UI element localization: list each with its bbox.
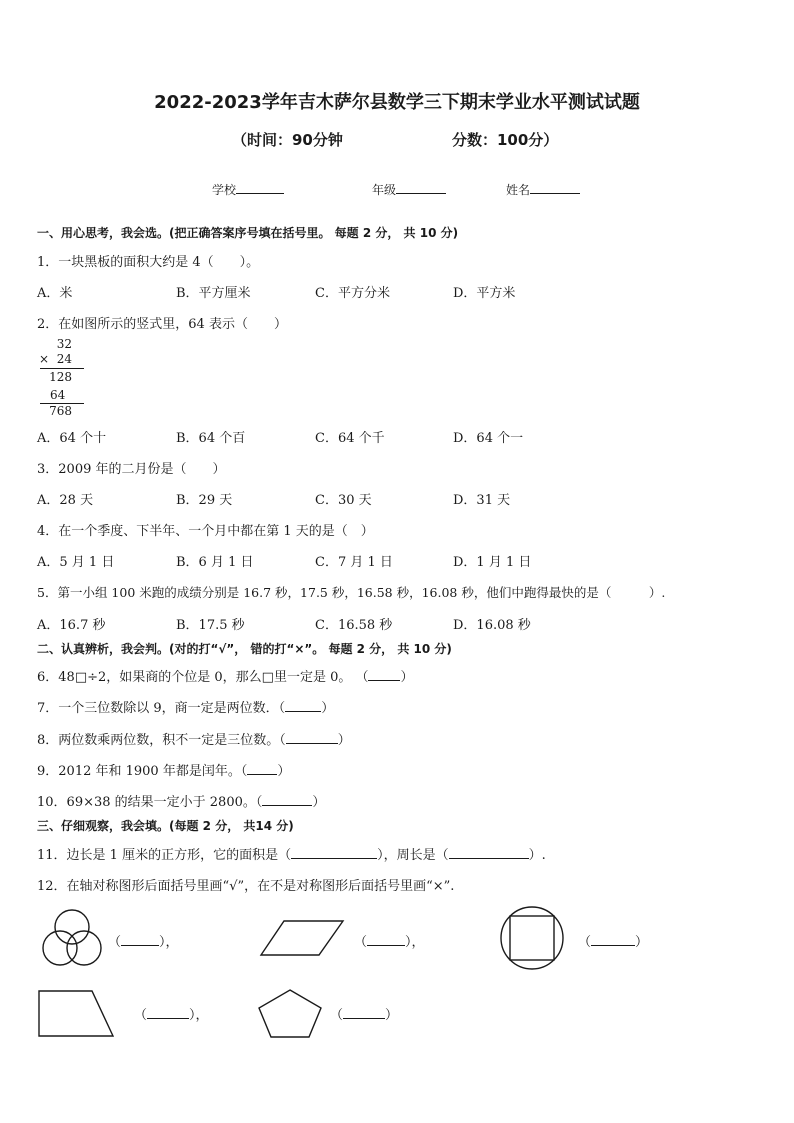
pentagon-icon <box>258 989 322 1039</box>
school-label: 学校 <box>212 183 237 197</box>
section-2-heading: 二、认真辨析，我会判。(对的打“√”， 错的打“×”。 每题 2 分， 共 10 分) <box>37 642 452 656</box>
school-field <box>212 181 284 198</box>
question-9-end: ） <box>277 764 291 779</box>
question-12: 12．在轴对称图形后面括号里画“√”，在不是对称图形后面括号里画“×”. <box>37 879 455 894</box>
q5-option-d: D．16.08 秒 <box>453 618 531 633</box>
question-8 <box>37 729 351 748</box>
question-3: 3．2009 年的二月份是（ ） <box>37 462 226 477</box>
paren-open: （ <box>330 1008 344 1023</box>
calc-line-1 <box>40 368 84 369</box>
q1-option-d: D．平方米 <box>453 286 516 301</box>
calc-multiplier: 24 <box>56 352 72 366</box>
q11-area-blank[interactable] <box>291 845 377 859</box>
question-7 <box>37 697 334 716</box>
q4-option-b: B．6 月 1 日 <box>176 555 254 570</box>
paren-open: （ <box>354 935 368 950</box>
question-5: 5．第一小组 100 米跑的成绩分别是 16.7 秒，17.5 秒，16.58 秒，16.08 秒，他们中跑得最快的是（ ）. <box>37 585 666 600</box>
shape-3-blank[interactable] <box>591 932 635 946</box>
q3-option-d: D．31 天 <box>453 493 511 508</box>
question-8-text: 8．两位数乘两位数，积不一定是三位数。（ <box>37 733 286 748</box>
q5-option-b: B．17.5 秒 <box>176 618 245 633</box>
grade-label: 年级 <box>372 183 397 197</box>
q3-option-a: A．28 天 <box>37 493 94 508</box>
question-11-text-1: 11．边长是 1 厘米的正方形，它的面积是（ <box>37 848 292 863</box>
question-11-text-2: ），周长是（ <box>377 848 449 863</box>
q2-option-d: D．64 个一 <box>453 431 524 446</box>
q11-perimeter-blank[interactable] <box>449 845 529 859</box>
shape-4-blank[interactable] <box>147 1005 189 1019</box>
page-title: 2022-2023学年吉木萨尔县数学三下期末学业水平测试试题 <box>154 92 640 113</box>
paren-close: ）， <box>405 935 425 950</box>
question-7-end: ） <box>321 701 335 716</box>
question-9 <box>37 760 290 779</box>
shape-5-blank[interactable] <box>343 1005 385 1019</box>
question-9-text: 9．2012 年和 1900 年都是闰年。（ <box>37 764 248 779</box>
multiply-sign: × <box>39 352 50 366</box>
shape-3-answer <box>578 931 648 950</box>
name-label: 姓名 <box>506 183 531 197</box>
paren-open: （ <box>134 1008 148 1023</box>
question-6-end: ） <box>400 670 414 685</box>
q2-option-a: A．64 个十 <box>37 431 107 446</box>
three-circles-icon <box>40 906 104 970</box>
q2-option-c: C．64 个千 <box>315 431 385 446</box>
shape-2-answer <box>354 931 425 950</box>
paren-close: ） <box>385 1008 399 1023</box>
question-11-end: ）. <box>528 848 546 863</box>
square-in-circle-icon <box>499 905 565 971</box>
shape-5-answer <box>330 1004 398 1023</box>
question-10-end: ） <box>312 795 326 810</box>
q9-answer-blank[interactable] <box>247 761 277 775</box>
q8-answer-blank[interactable] <box>286 730 338 744</box>
trapezoid-icon <box>38 990 114 1038</box>
q5-option-a: A．16.7 秒 <box>37 618 106 633</box>
name-field <box>506 181 580 198</box>
score-label: 分数：100分） <box>452 131 559 149</box>
shape-4-answer <box>134 1004 209 1023</box>
question-4: 4．在一个季度、下半年、一个月中都在第 1 天的是（ ） <box>37 524 374 539</box>
shape-1-answer <box>108 931 179 950</box>
q5-option-c: C．16.58 秒 <box>315 618 393 633</box>
q3-option-b: B．29 天 <box>176 493 233 508</box>
paren-close: ）， <box>159 935 179 950</box>
shape-2-blank[interactable] <box>367 932 405 946</box>
q7-answer-blank[interactable] <box>285 698 321 712</box>
paren-close: ）， <box>189 1008 209 1023</box>
question-7-text: 7．一个三位数除以 9，商一定是两位数．（ <box>37 701 286 716</box>
question-6-text: 6．48□÷2，如果商的个位是 0，那么□里一定是 0。 （ <box>37 670 369 685</box>
grade-field <box>372 181 446 198</box>
q2-option-b: B．64 个百 <box>176 431 246 446</box>
parallelogram-icon <box>260 920 344 956</box>
question-11 <box>37 844 546 863</box>
question-10 <box>37 791 325 810</box>
shape-1-blank[interactable] <box>121 932 159 946</box>
q3-option-c: C．30 天 <box>315 493 372 508</box>
paren-close: ） <box>635 935 649 950</box>
q1-option-b: B．平方厘米 <box>176 286 251 301</box>
q4-option-a: A．5 月 1 日 <box>37 555 115 570</box>
question-8-end: ） <box>337 733 351 748</box>
question-10-text: 10．69×38 的结果一定小于 2800。（ <box>37 795 263 810</box>
calc-partial-2: 64 <box>50 388 66 402</box>
paren-open: （ <box>578 935 592 950</box>
q4-option-c: C．7 月 1 日 <box>315 555 393 570</box>
paren-open: （ <box>108 935 122 950</box>
calc-partial-1: 128 <box>49 370 72 384</box>
section-3-heading: 三、仔细观察，我会填。(每题 2 分， 共14 分) <box>37 819 294 833</box>
section-1-heading: 一、用心思考，我会选。(把正确答案序号填在括号里。 每题 2 分， 共 10 分) <box>37 226 459 240</box>
time-label: （时间：90分钟 <box>232 131 343 149</box>
q1-option-a: A．米 <box>37 286 73 301</box>
question-6 <box>37 666 414 685</box>
calc-multiplicand: 32 <box>56 337 72 351</box>
calc-product: 768 <box>49 404 72 418</box>
question-1: 1．一块黑板的面积大约是 4（ ）。 <box>37 255 260 270</box>
q10-answer-blank[interactable] <box>262 792 312 806</box>
q6-answer-blank[interactable] <box>368 667 400 681</box>
q4-option-d: D．1 月 1 日 <box>453 555 532 570</box>
question-2: 2．在如图所示的竖式里，64 表示（ ） <box>37 317 287 332</box>
q1-option-c: C．平方分米 <box>315 286 390 301</box>
